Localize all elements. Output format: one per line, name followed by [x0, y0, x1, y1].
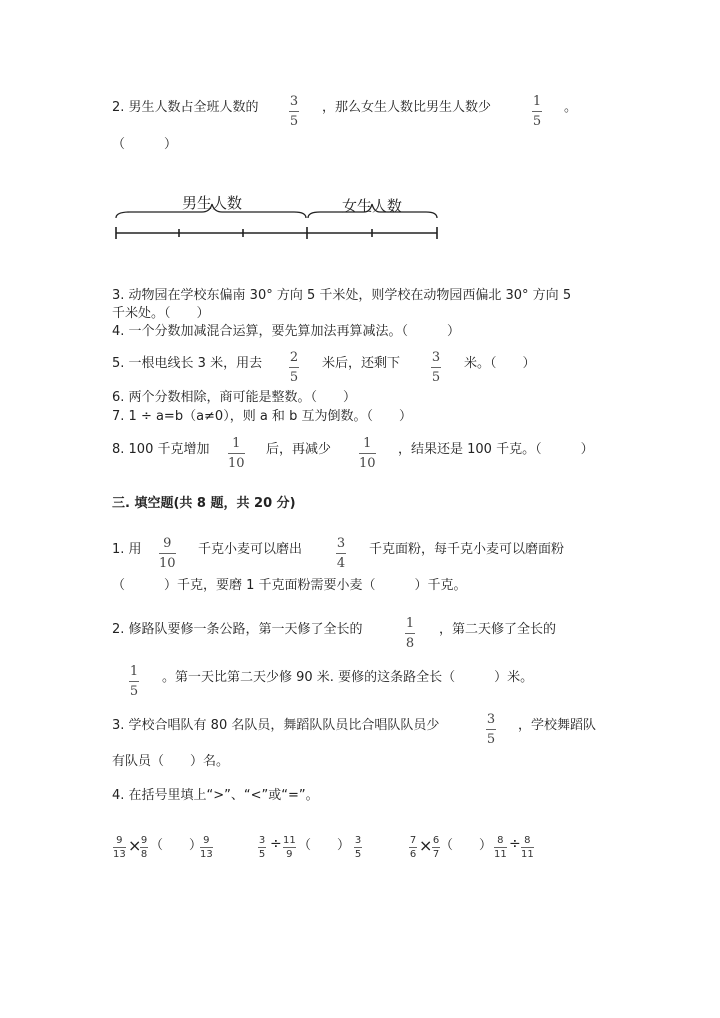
q3-line1: 3. 动物园在学校东偏南 30° 方向 5 千米处，则学校在动物园西偏北 30° 方向 5: [112, 288, 572, 303]
c1-fraction-3: 9 13: [200, 835, 213, 860]
q8-text-a: 8. 100 千克增加: [112, 442, 210, 457]
q2-text-b: ，那么女生人数比男生人数少: [322, 100, 492, 115]
c2-answer-paren: （ ）: [298, 838, 351, 853]
segment-diagram: [100, 180, 450, 250]
f2-fraction-b: 1 5: [129, 664, 139, 699]
f2-text-a: 2. 修路队要修一条公路，第一天修了全长的: [112, 622, 363, 637]
q7-text: 7. 1 ÷ a=b（a≠0），则 a 和 b 互为倒数。（ ）: [112, 409, 412, 424]
f4-text: 4. 在括号里填上“>”、“<”或“=”。: [112, 788, 319, 803]
f2-text-c: 。第一天比第二天少修 90 米. 要修的这条路全长（ ）米。: [162, 670, 534, 685]
c3-answer-paren: （ ）: [440, 838, 493, 853]
f1-fraction-b: 3 4: [336, 536, 346, 571]
q8-fraction-a: 1 10: [228, 436, 245, 471]
f2-text-b: ，第二天修了全长的: [439, 622, 557, 637]
c2-fraction-2: 11 9: [283, 835, 296, 860]
c3-operator-2: ÷: [509, 836, 521, 852]
q2-fraction-a: 3 5: [289, 94, 299, 129]
c2-fraction-1: 3 5: [258, 835, 266, 860]
q5-fraction-a: 2 5: [289, 350, 299, 385]
q3-line2: 千米处。（ ）: [112, 306, 210, 321]
q5-text-c: 米。（ ）: [464, 356, 536, 371]
female-label: 女生人数: [341, 197, 403, 215]
c3-fraction-2: 6 7: [432, 835, 440, 860]
q8-fraction-b: 1 10: [359, 436, 376, 471]
q8-text-b: 后，再减少: [266, 442, 332, 457]
male-label: 男生人数: [181, 194, 243, 212]
q6-text: 6. 两个分数相除，商可能是整数。（ ）: [112, 390, 357, 405]
f3-text-a: 3. 学校合唱队有 80 名队员，舞蹈队队员比合唱队队员少: [112, 718, 440, 733]
f1-fraction-a: 9 10: [159, 536, 176, 571]
f1-line2: （ ）千克，要磨 1 千克面粉需要小麦（ ）千克。: [112, 578, 467, 593]
f1-text-b: 千克小麦可以磨出: [198, 542, 303, 557]
c3-fraction-3: 8 11: [494, 835, 507, 860]
c2-fraction-3: 3 5: [354, 835, 362, 860]
c1-operator: ×: [128, 836, 142, 855]
f1-text-a: 1. 用: [112, 542, 142, 557]
c3-fraction-1: 7 6: [409, 835, 417, 860]
q2-text-a: 2. 男生人数占全班人数的: [112, 100, 259, 115]
c3-operator: ×: [419, 836, 433, 855]
q8-text-c: ，结果还是 100 千克。（ ）: [398, 442, 594, 457]
f3-line2: 有队员（ ）名。: [112, 754, 230, 769]
c2-operator: ÷: [270, 836, 282, 852]
section-title: 三. 填空题(共 8 题，共 20 分): [112, 496, 296, 511]
q4-text: 4. 一个分数加减混合运算，要先算加法再算减法。（ ）: [112, 324, 461, 339]
f3-fraction-a: 3 5: [486, 712, 496, 747]
q5-text-a: 5. 一根电线长 3 米，用去: [112, 356, 263, 371]
f3-text-b: ，学校舞蹈队: [518, 718, 597, 733]
c1-answer-paren: （ ）: [150, 838, 203, 853]
q2-text-c: 。: [564, 100, 578, 115]
q2-answer-paren: （ ）: [112, 137, 178, 152]
f1-text-c: 千克面粉，每千克小麦可以磨面粉: [369, 542, 565, 557]
f2-fraction-a: 1 8: [405, 616, 415, 651]
q5-text-b: 米后，还剩下: [322, 356, 401, 371]
q5-fraction-b: 3 5: [431, 350, 441, 385]
c1-fraction-1: 9 13: [113, 835, 126, 860]
c3-fraction-4: 8 11: [521, 835, 534, 860]
q2-fraction-b: 1 5: [532, 94, 542, 129]
c1-fraction-2: 9 8: [140, 835, 148, 860]
